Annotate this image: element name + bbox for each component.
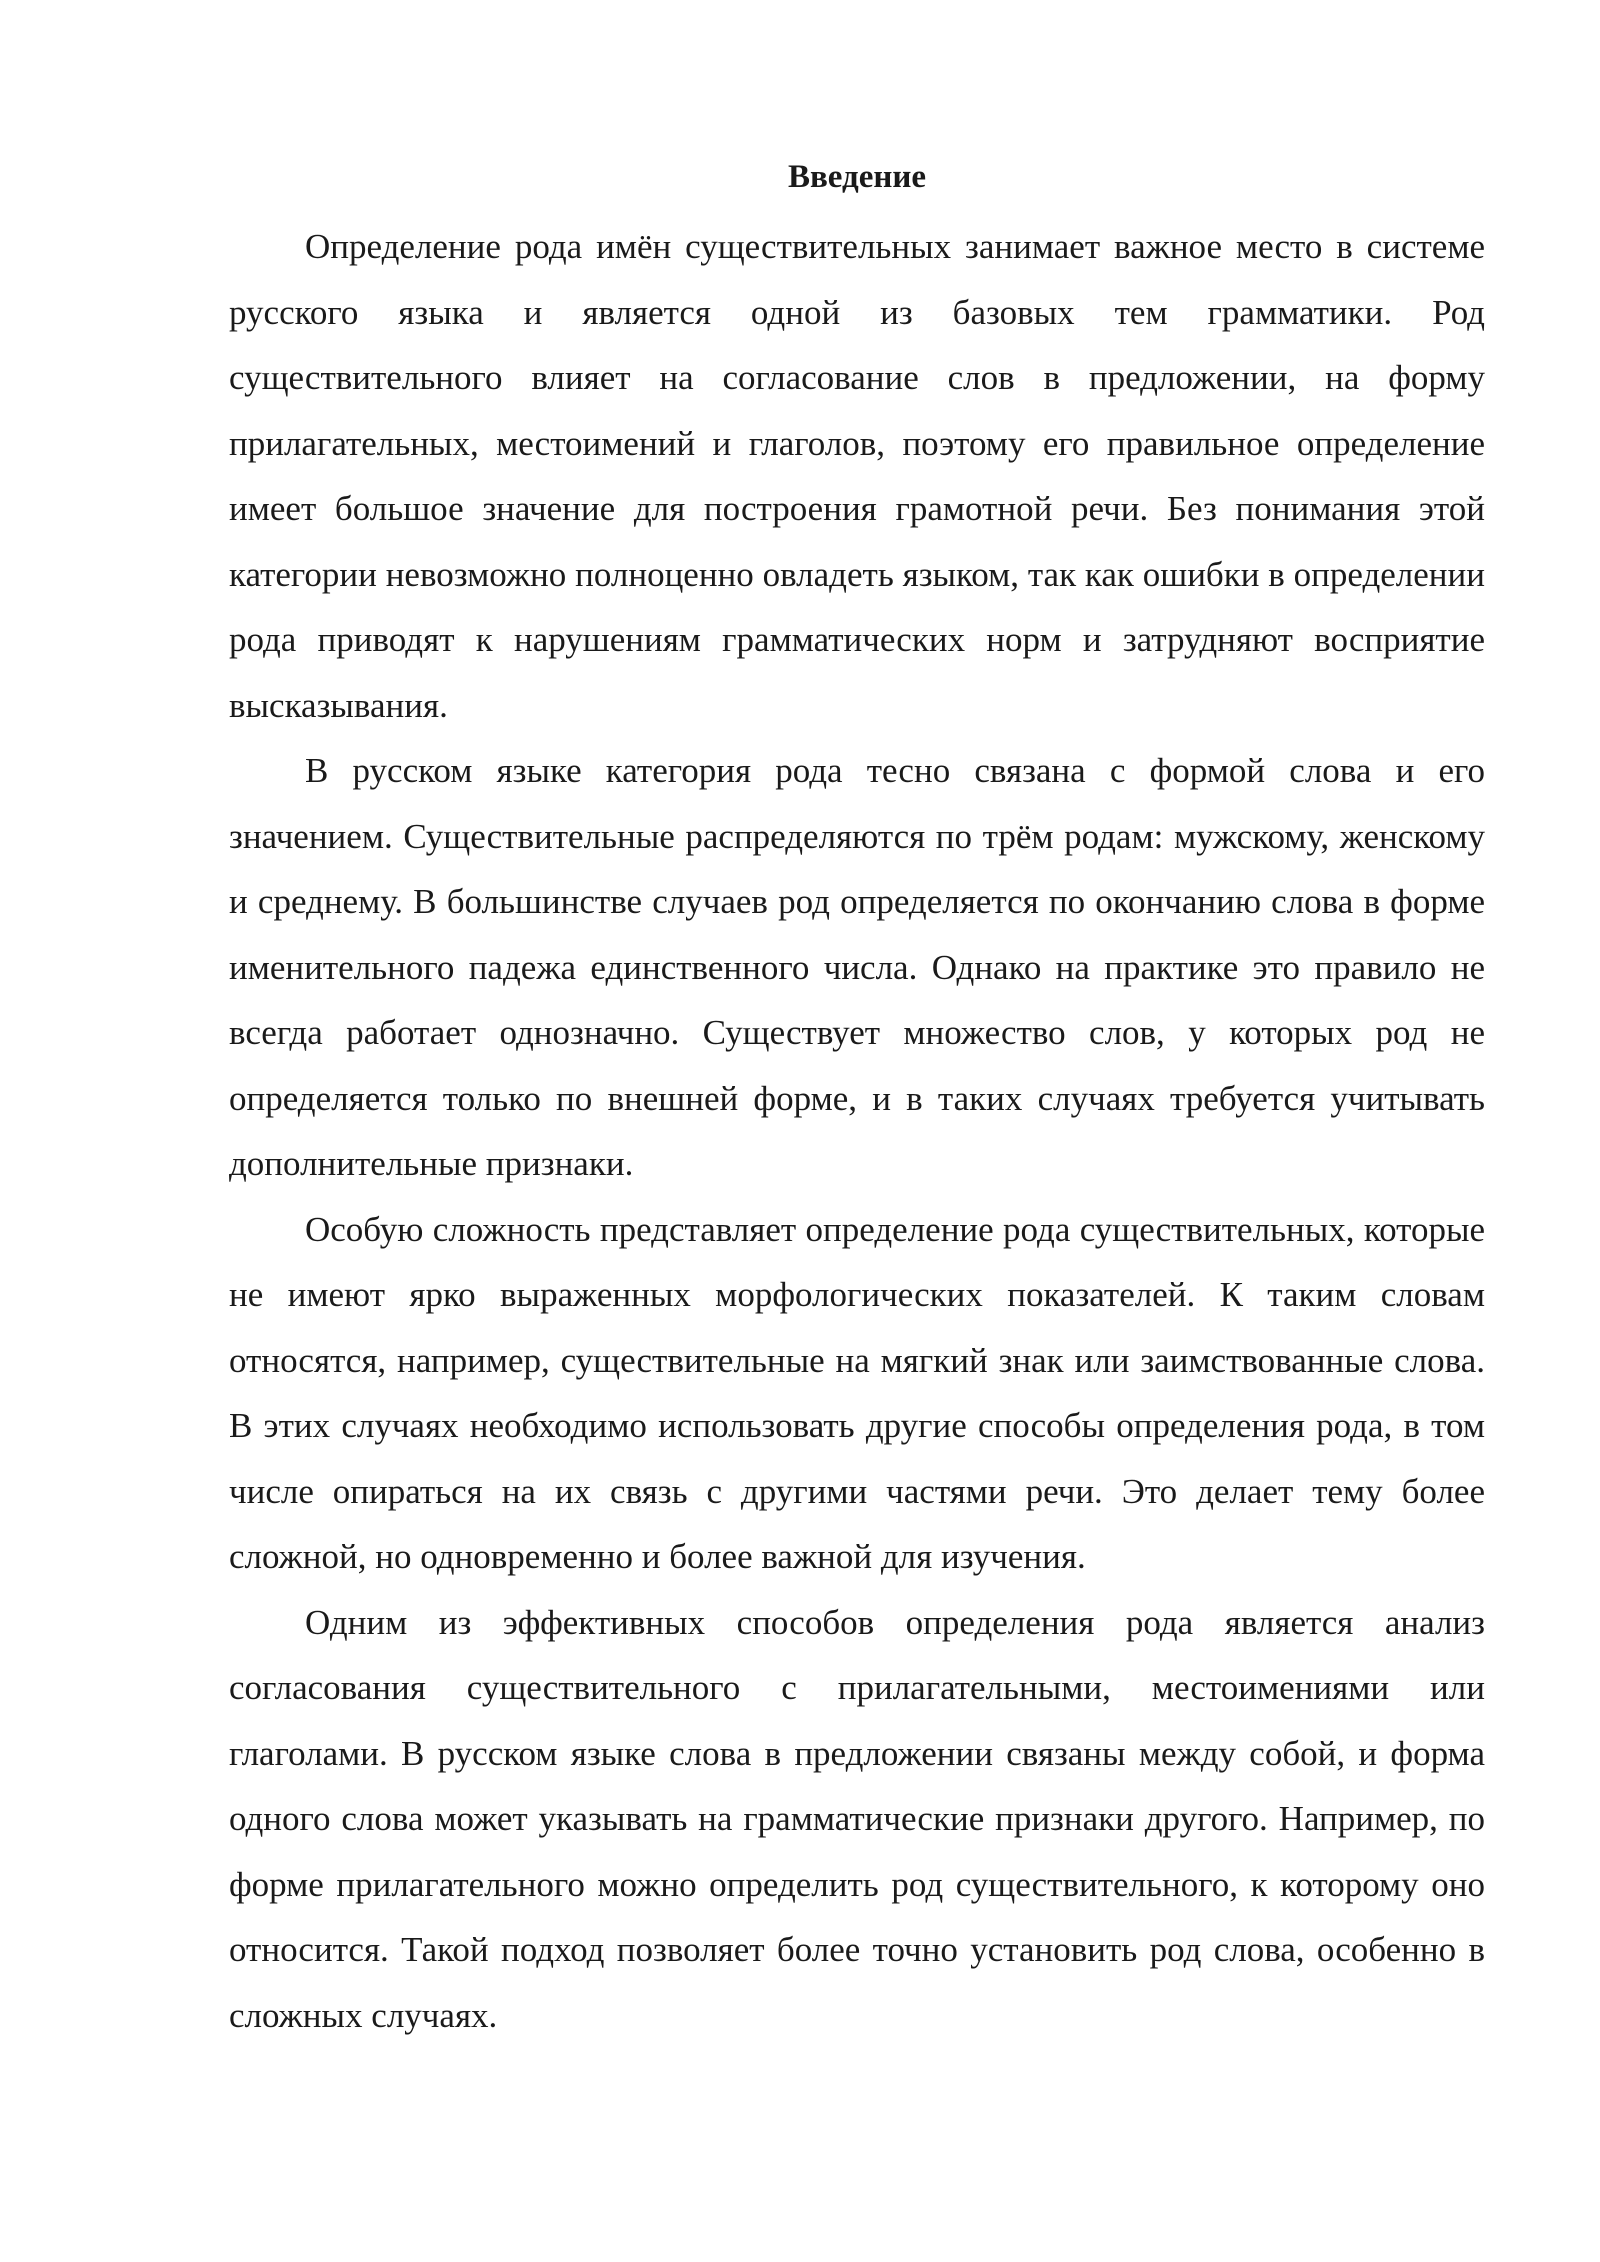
document-page xyxy=(229,150,1485,2048)
paragraph-4: Одним из эффективных способов определения рода является анализ согласования существительного с прилагательными, местоимениями или глаголами. В русском языке слова в предложении связаны между собой, и форма одного слова может указывать на грамматические признаки другого. Например, по форме прилагательного можно определить род существительного, к которому оно относится. Такой подход позволяет более точно установить род слова, особенно в сложных случаях. xyxy=(229,1602,1485,2035)
paragraph-2: В русском языке категория рода тесно связана с формой слова и его значением. Существительные распределяются по трём родам: мужскому, женскому и среднему. В большинстве случаев род определяется по окончанию слова в форме именительного падежа единственного числа. Однако на практике это правило не всегда работает однозначно. Существует множество слов, у которых род не определяется только по внешней форме, и в таких случаях требуется учитывать дополнительные признаки. xyxy=(229,751,1485,1183)
paragraph-3: Особую сложность представляет определение рода существительных, которые не имеют ярко выраженных морфологических показателей. К таким словам относятся, например, существительные на мягкий знак или заимствованные слова. В этих случаях необходимо использовать другие способы определения рода, в том числе опираться на их связь с другими частями речи. Это делает тему более сложной, но одновременно и более важной для изучения. xyxy=(229,1209,1485,1576)
page-title: Введение xyxy=(787,159,927,195)
paragraph-1: Определение рода имён существительных занимает важное место в системе русского языка и является одной из базовых тем грамматики. Род существительного влияет на согласование слов в предложении, на форму прилагательных, местоимений и глаголов, поэтому его правильное определение имеет большое значение для построения грамотной речи. Без понимания этой категории невозможно полноценно овладеть языком, так как ошибки в определении рода приводят к нарушениям грамматических норм и затрудняют восприятие высказывания. xyxy=(229,227,1485,725)
